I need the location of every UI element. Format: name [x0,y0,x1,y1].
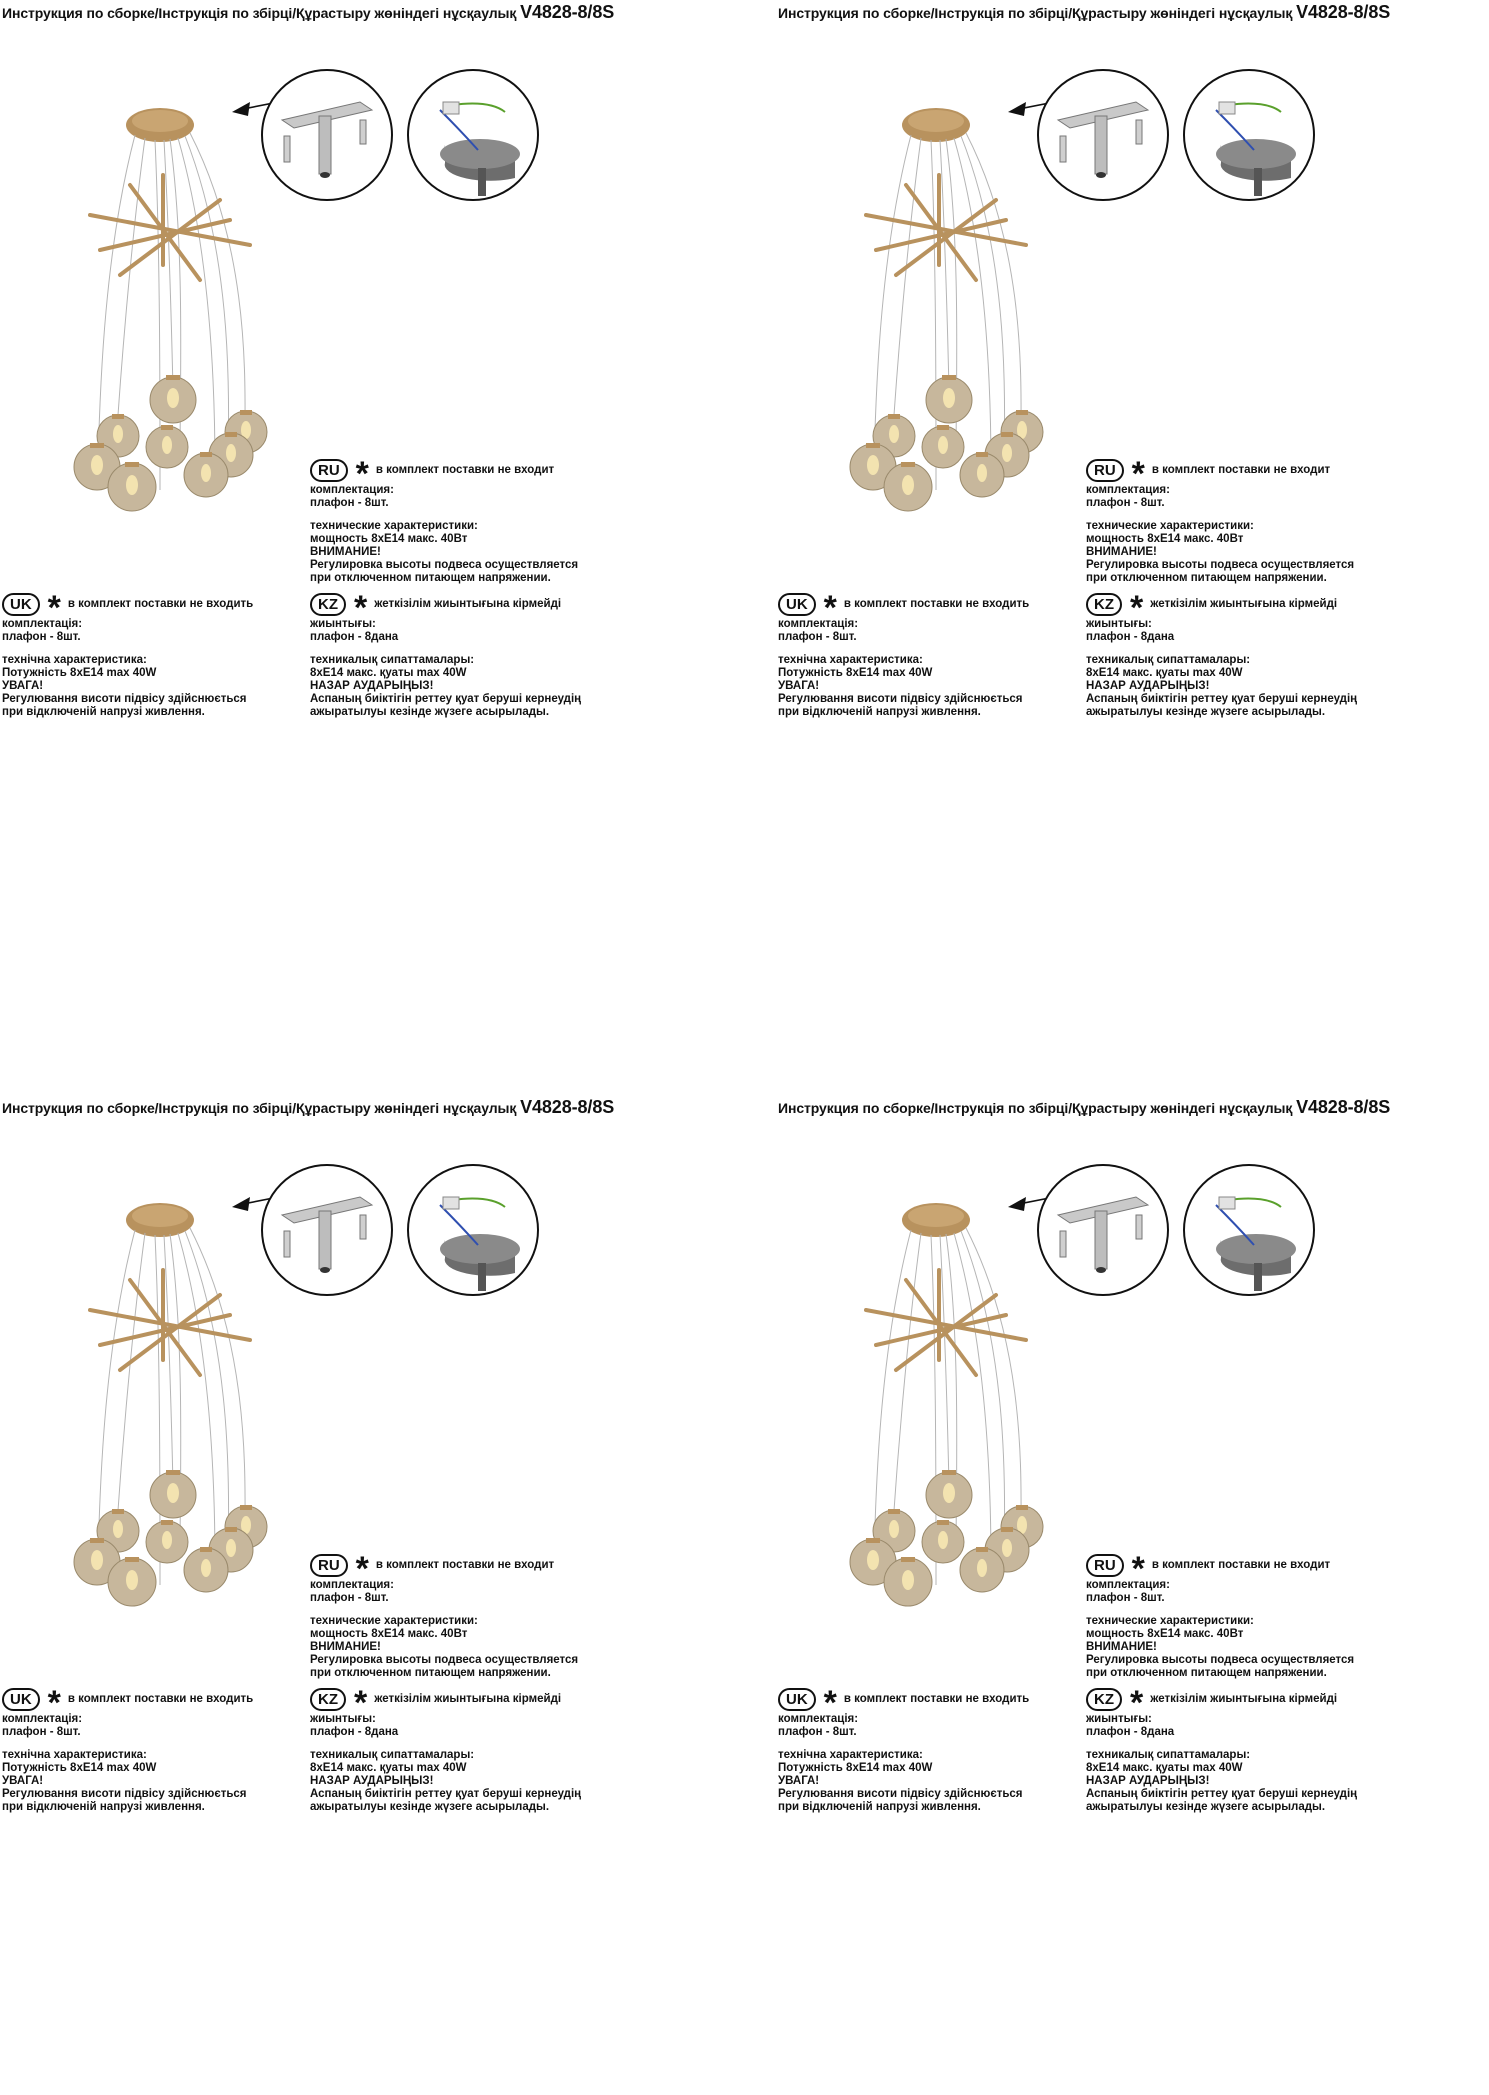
asterisk-icon: * [823,589,837,627]
ru-line: ВНИМАНИЕ! [310,546,381,558]
kz-badge: KZ [310,1688,346,1711]
model-number: V4828-8/8S [1296,1097,1391,1117]
star-frame [866,1270,1026,1375]
kz-line: техникалық сипаттамалары: [1086,1749,1251,1761]
kz-line: плафон - 8дана [310,1726,399,1738]
model-number: V4828-8/8S [520,1097,615,1117]
kz-line: ажыратылуы кезінде жүзеге асырылады. [1086,1801,1326,1813]
asterisk-icon: * [1131,455,1145,493]
uk-line: Регулювання висоти підвісу здійснюється [778,1788,1023,1800]
kz-line: ажыратылуы кезінде жүзеге асырылады. [310,706,550,718]
kz-line: жиынтығы: [310,1713,376,1725]
kz-badge: KZ [1086,1688,1122,1711]
ru-line: мощность 8хЕ14 макс. 40Вт [310,533,468,545]
kz-badge: KZ [1086,593,1122,616]
uk-line: комплектація: [2,618,83,630]
title-text: Инструкция по сборке/Інструкція по збірці/Құрастыру жөніндегі нұсқаулық [2,1100,517,1116]
asterisk-icon: * [47,1684,61,1722]
kz-block [310,589,582,719]
ru-header: в комплект поставки не входит [1151,463,1331,476]
uk-block [778,589,1030,719]
ru-block [310,455,579,585]
canopy-wiring-detail [408,1165,538,1295]
asterisk-icon: * [354,589,368,627]
star-frame [90,175,250,280]
uk-line: УВАГА! [2,680,44,692]
uk-line: технічна характеристика: [2,654,147,666]
kz-header: жеткізілім жиынтығына кірмейді [1150,597,1338,610]
uk-header: в комплект поставки не входить [843,597,1030,610]
kz-line: плафон - 8дана [310,631,399,643]
asterisk-icon: * [354,1684,368,1722]
model-number: V4828-8/8S [1296,2,1391,22]
kz-line: техникалық сипаттамалары: [310,654,475,666]
ru-line: плафон - 8шт. [310,1592,389,1604]
uk-line: плафон - 8шт. [778,631,857,643]
kz-line: 8хЕ14 макс. қуаты max 40W [310,667,467,679]
ru-line: плафон - 8шт. [1086,1592,1165,1604]
ru-header: в комплект поставки не входит [375,1558,555,1571]
glass-globes [74,1470,267,1606]
model-number: V4828-8/8S [520,2,615,22]
uk-line: технічна характеристика: [778,654,923,666]
uk-line: при відключеній напрузі живлення. [778,706,981,718]
mounting-bracket-detail [1038,70,1168,200]
ru-line: мощность 8хЕ14 макс. 40Вт [1086,533,1244,545]
uk-line: Потужність 8хЕ14 max 40W [2,1762,157,1774]
glass-globes [74,375,267,511]
kz-block [310,1684,582,1814]
uk-line: Потужність 8хЕ14 max 40W [778,667,933,679]
glass-globes [850,1470,1043,1606]
instruction-sheet-1 [0,0,744,1000]
ru-line: комплектация: [310,1579,394,1591]
uk-badge: UK [2,593,40,616]
ru-block [310,1550,579,1680]
uk-line: плафон - 8шт. [2,631,81,643]
uk-line: плафон - 8шт. [778,1726,857,1738]
uk-line: технічна характеристика: [2,1749,147,1761]
kz-line: НАЗАР АУДАРЫҢЫЗ! [1086,1775,1210,1787]
kz-line: НАЗАР АУДАРЫҢЫЗ! [310,1775,434,1787]
ru-line: комплектация: [1086,484,1170,496]
uk-header: в комплект поставки не входить [67,597,254,610]
title-text: Инструкция по сборке/Інструкція по збірці/Құрастыру жөніндегі нұсқаулық [778,1100,1293,1116]
kz-line: жиынтығы: [1086,1713,1152,1725]
kz-line: Аспаның биіктігін реттеу қуат беруші кернеудің [310,693,582,705]
ru-line: ВНИМАНИЕ! [310,1641,381,1653]
kz-line: Аспаның биіктігін реттеу қуат беруші кернеудің [310,1788,582,1800]
asterisk-icon: * [823,1684,837,1722]
ru-line: Регулировка высоты подвеса осуществляется [1086,1654,1355,1666]
ru-line: технические характеристики: [310,1615,478,1627]
kz-line: ажыратылуы кезінде жүзеге асырылады. [310,1801,550,1813]
sheet-title [2,1097,614,1118]
uk-badge: UK [778,1688,816,1711]
uk-line: комплектація: [778,618,859,630]
uk-line: УВАГА! [778,1775,820,1787]
ru-line: комплектация: [1086,1579,1170,1591]
kz-line: техникалық сипаттамалары: [310,1749,475,1761]
canopy-wiring-detail [1184,1165,1314,1295]
kz-header: жеткізілім жиынтығына кірмейді [374,597,562,610]
uk-line: при відключеній напрузі живлення. [2,1801,205,1813]
sheet-title [2,2,614,23]
uk-line: комплектація: [778,1713,859,1725]
ru-line: Регулировка высоты подвеса осуществляется [310,559,579,571]
mounting-bracket-detail [1038,1165,1168,1295]
uk-line: Регулювання висоти підвісу здійснюється [2,1788,247,1800]
canopy-wiring-detail [1184,70,1314,200]
kz-line: плафон - 8дана [1086,631,1175,643]
sheet-title [778,2,1390,23]
ru-header: в комплект поставки не входит [375,463,555,476]
asterisk-icon: * [355,1550,369,1588]
instruction-sheet-2 [776,0,1489,1000]
ru-line: при отключенном питающем напряжении. [1086,572,1327,584]
ru-block [1086,1550,1355,1680]
kz-line: 8хЕ14 макс. қуаты max 40W [1086,667,1243,679]
star-frame [866,175,1026,280]
kz-block [1086,589,1358,719]
kz-line: техникалық сипаттамалары: [1086,654,1251,666]
title-text: Инструкция по сборке/Інструкція по збірці/Құрастыру жөніндегі нұсқаулық [2,5,517,21]
asterisk-icon: * [47,589,61,627]
ru-line: ВНИМАНИЕ! [1086,546,1157,558]
asterisk-icon: * [1130,589,1144,627]
ru-line: Регулировка высоты подвеса осуществляется [1086,559,1355,571]
asterisk-icon: * [1131,1550,1145,1588]
uk-badge: UK [778,593,816,616]
ru-block [1086,455,1355,585]
ru-line: плафон - 8шт. [310,497,389,509]
kz-line: Аспаның биіктігін реттеу қуат беруші кернеудің [1086,693,1358,705]
kz-line: Аспаның биіктігін реттеу қуат беруші кернеудің [1086,1788,1358,1800]
ru-badge: RU [1086,1554,1124,1577]
title-text: Инструкция по сборке/Інструкція по збірці/Құрастыру жөніндегі нұсқаулық [778,5,1293,21]
ru-line: комплектация: [310,484,394,496]
mounting-bracket-detail [262,1165,392,1295]
kz-header: жеткізілім жиынтығына кірмейді [1150,1692,1338,1705]
sheet-title [778,1097,1390,1118]
uk-block [778,1684,1030,1814]
instruction-sheet-4 [776,1095,1489,2095]
kz-line: 8хЕ14 макс. қуаты max 40W [310,1762,467,1774]
ru-badge: RU [1086,459,1124,482]
ru-line: ВНИМАНИЕ! [1086,1641,1157,1653]
kz-line: 8хЕ14 макс. қуаты max 40W [1086,1762,1243,1774]
uk-header: в комплект поставки не входить [843,1692,1030,1705]
ru-line: технические характеристики: [310,520,478,532]
kz-line: жиынтығы: [310,618,376,630]
uk-line: УВАГА! [2,1775,44,1787]
ru-line: при отключенном питающем напряжении. [310,572,551,584]
star-frame [90,1270,250,1375]
uk-block [2,1684,254,1814]
ru-line: при отключенном питающем напряжении. [310,1667,551,1679]
ru-line: технические характеристики: [1086,520,1254,532]
kz-line: жиынтығы: [1086,618,1152,630]
ru-line: мощность 8хЕ14 макс. 40Вт [1086,1628,1244,1640]
uk-line: Потужність 8хЕ14 max 40W [2,667,157,679]
asterisk-icon: * [1130,1684,1144,1722]
uk-line: Регулювання висоти підвісу здійснюється [778,693,1023,705]
ru-badge: RU [310,459,348,482]
kz-line: НАЗАР АУДАРЫҢЫЗ! [310,680,434,692]
glass-globes [850,375,1043,511]
uk-header: в комплект поставки не входить [67,1692,254,1705]
kz-header: жеткізілім жиынтығына кірмейді [374,1692,562,1705]
uk-line: технічна характеристика: [778,1749,923,1761]
mounting-bracket-detail [262,70,392,200]
kz-line: плафон - 8дана [1086,1726,1175,1738]
ru-line: Регулировка высоты подвеса осуществляется [310,1654,579,1666]
kz-block [1086,1684,1358,1814]
ru-line: при отключенном питающем напряжении. [1086,1667,1327,1679]
uk-line: при відключеній напрузі живлення. [778,1801,981,1813]
uk-line: УВАГА! [778,680,820,692]
ru-header: в комплект поставки не входит [1151,1558,1331,1571]
ru-line: плафон - 8шт. [1086,497,1165,509]
uk-line: комплектація: [2,1713,83,1725]
uk-badge: UK [2,1688,40,1711]
uk-line: при відключеній напрузі живлення. [2,706,205,718]
uk-line: Регулювання висоти підвісу здійснюється [2,693,247,705]
ru-line: мощность 8хЕ14 макс. 40Вт [310,1628,468,1640]
asterisk-icon: * [355,455,369,493]
instruction-sheet-3 [0,1095,744,2095]
ru-line: технические характеристики: [1086,1615,1254,1627]
canopy-wiring-detail [408,70,538,200]
kz-line: ажыратылуы кезінде жүзеге асырылады. [1086,706,1326,718]
kz-line: НАЗАР АУДАРЫҢЫЗ! [1086,680,1210,692]
uk-line: плафон - 8шт. [2,1726,81,1738]
ru-badge: RU [310,1554,348,1577]
uk-line: Потужність 8хЕ14 max 40W [778,1762,933,1774]
uk-block [2,589,254,719]
kz-badge: KZ [310,593,346,616]
